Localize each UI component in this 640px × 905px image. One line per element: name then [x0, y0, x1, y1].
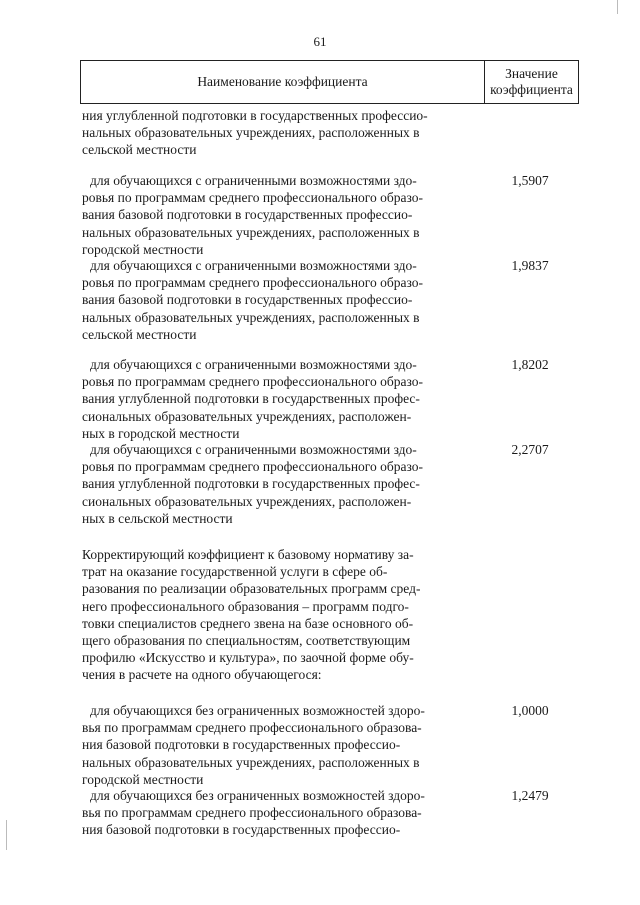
text-line: для обучающихся с ограниченными возможностями здо- [90, 258, 417, 273]
text-line: нальных образовательных учреждениях, расположенных в [82, 754, 420, 770]
coefficient-row [82, 257, 484, 343]
coefficient-row [82, 356, 484, 442]
coefficient-row [82, 787, 484, 839]
text-line: вания углубленной подготовки в государственных профес- [82, 391, 420, 407]
header-value-line-1: Значение [505, 66, 558, 81]
scan-mark [617, 0, 618, 14]
text-line: вания углубленной подготовки в государственных профес- [82, 476, 420, 492]
text-line: ных в городской местности [82, 425, 240, 441]
text-line: Корректирующий коэффициент к базовому нормативу за- [82, 547, 414, 562]
text-line: сельской местности [82, 326, 197, 342]
coefficient-row-continuation [82, 107, 484, 159]
text-line: трат на оказание государственной услуги в сфере об- [82, 564, 388, 580]
coefficient-row [82, 441, 484, 527]
coefficient-row [82, 702, 484, 788]
header-value-line-2: коэффициента [490, 82, 573, 97]
text-line: разования по реализации образовательных программ сред- [82, 581, 421, 597]
header-name-column: Наименование коэффициента [197, 74, 368, 89]
text-line: ния базовой подготовки в государственных профессио- [82, 822, 401, 838]
coefficient-value: 1,8202 [511, 357, 549, 372]
text-line: для обучающихся с ограниченными возможностями здо- [90, 442, 417, 457]
text-line: ных в сельской местности [82, 510, 233, 526]
text-line: нальных образовательных учреждениях, расположенных в [82, 125, 420, 141]
text-line: нальных образовательных учреждениях, расположенных в [82, 224, 420, 240]
text-line: щего образования по специальностям, соответствующим [82, 632, 411, 648]
text-line: вья по программам среднего профессионального образова- [82, 805, 422, 821]
coefficient-row [82, 172, 484, 258]
text-line: для обучающихся с ограниченными возможностями здо- [90, 173, 417, 188]
text-line: профилю «Искусство и культура», по заочной форме обу- [82, 650, 414, 666]
text-line: ния углубленной подготовки в государственных профессио- [82, 108, 428, 123]
text-line: ровья по программам среднего профессионального образо- [82, 459, 423, 475]
text-line: чения в расчете на одного обучающегося: [82, 667, 322, 683]
text-line: ровья по программам среднего профессионального образо- [82, 275, 423, 291]
table-header [80, 60, 579, 104]
coefficient-value: 1,9837 [511, 258, 549, 273]
text-line: вания базовой подготовки в государственных профессио- [82, 292, 413, 308]
text-line: городской местности [82, 771, 204, 787]
coefficient-group-heading [82, 546, 484, 684]
coefficient-value: 1,2479 [511, 788, 549, 803]
text-line: сельской местности [82, 142, 197, 158]
text-line: для обучающихся без ограниченных возможностей здоро- [90, 703, 425, 718]
text-line: нальных образовательных учреждениях, расположенных в [82, 309, 420, 325]
text-line: ния базовой подготовки в государственных профессио- [82, 737, 401, 753]
text-line: сиональных образовательных учреждениях, расположен- [82, 408, 412, 424]
text-line: ровья по программам среднего профессионального образо- [82, 374, 423, 390]
page-number: 61 [313, 34, 327, 49]
text-line: товки специалистов среднего звена на базе основного об- [82, 615, 414, 631]
text-line: для обучающихся без ограниченных возможностей здоро- [90, 788, 425, 803]
text-line: городской местности [82, 241, 204, 257]
header-value-column [485, 61, 578, 103]
coefficient-value: 1,0000 [511, 703, 549, 718]
scan-mark [6, 820, 7, 850]
coefficient-value: 1,5907 [511, 173, 549, 188]
text-line: него профессионального образования – программ подго- [82, 598, 409, 614]
text-line: вья по программам среднего профессионального образова- [82, 720, 422, 736]
text-line: для обучающихся с ограниченными возможностями здо- [90, 357, 417, 372]
text-line: вания базовой подготовки в государственных профессио- [82, 207, 413, 223]
text-line: сиональных образовательных учреждениях, расположен- [82, 493, 412, 509]
text-line: ровья по программам среднего профессионального образо- [82, 190, 423, 206]
coefficient-value: 2,2707 [511, 442, 549, 457]
